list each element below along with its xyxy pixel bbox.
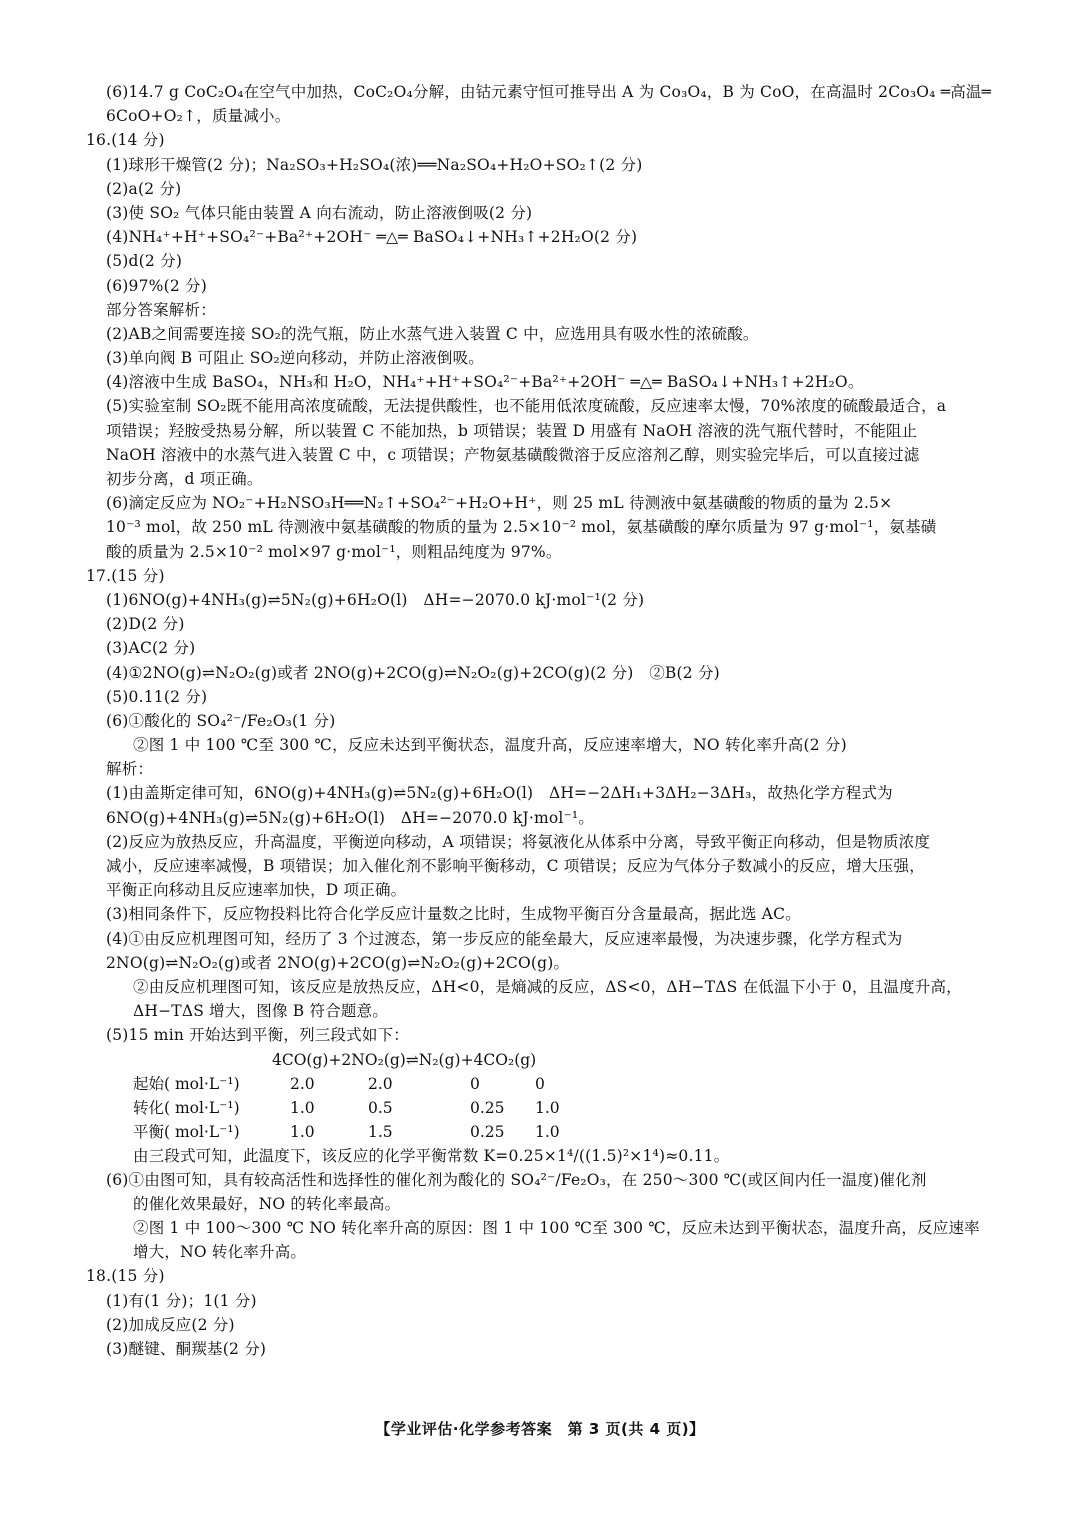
table-row: [0, 1096, 1080, 1120]
text-line: (6)滴定反应为 NO₂⁻+H₂NSO₃H══N₂↑+SO₄²⁻+H₂O+H⁺，则 25 mL 待测液中氨基磺酸的物质的量为 2.5×: [106, 494, 893, 513]
text-line: (1)有(1 分)；1(1 分): [106, 1291, 257, 1310]
text-line: 2NO(g)⇌N₂O₂(g)或者 2NO(g)+2CO(g)⇌N₂O₂(g)+2CO(g)。: [106, 953, 570, 972]
table-equation: 4CO(g)+2NO₂(g)⇌N₂(g)+4CO₂(g): [272, 1050, 537, 1069]
text-line: (2)D(2 分): [106, 615, 185, 634]
text-line: (4)溶液中生成 BaSO₄，NH₃和 H₂O，NH₄⁺+H⁺+SO₄²⁻+Ba²⁺+2OH⁻ ═△═ BaSO₄↓+NH₃↑+2H₂O。: [106, 373, 864, 392]
text-line: (3)使 SO₂ 气体只能由装置 A 向右流动，防止溶液倒吸(2 分): [106, 203, 533, 222]
table-cell: 0.25: [470, 1098, 505, 1117]
table-row: [0, 1072, 1080, 1096]
answer-lines-top: [0, 80, 1080, 1048]
table-cell: 1.0: [290, 1122, 315, 1141]
answer-content: [0, 80, 1080, 1361]
three-step-table: [0, 1048, 1080, 1144]
table-row: [0, 1120, 1080, 1144]
table-row-label: 起始( mol·L⁻¹): [133, 1074, 240, 1093]
text-line: (2)AB之间需要连接 SO₂的洗气瓶，防止水蒸气进入装置 C 中，应选用具有吸水性的浓硫酸。: [106, 324, 759, 343]
text-line: 部分答案解析：: [106, 300, 216, 319]
text-line: (5)实验室制 SO₂既不能用高浓度硫酸，无法提供酸性，也不能用低浓度硫酸，反应速率太慢，70%浓度的硫酸最适合，a: [106, 397, 947, 416]
text-line: 的催化效果最好，NO 的转化率最高。: [133, 1194, 401, 1213]
text-line: (5)15 min 开始达到平衡，列三段式如下：: [106, 1026, 409, 1045]
text-line: (6)97%(2 分): [106, 276, 207, 295]
text-line: ②图 1 中 100～300 ℃ NO 转化率升高的原因：图 1 中 100 ℃至 300 ℃，反应未达到平衡状态，温度升高，反应速率: [133, 1219, 980, 1238]
table-row-label: 平衡( mol·L⁻¹): [133, 1122, 240, 1141]
text-line: (2)反应为放热反应，升高温度，平衡逆向移动，A 项错误；将氨液化从体系中分离，导致平衡正向移动，但是物质浓度: [106, 832, 931, 851]
text-line: (3)相同条件下，反应物投料比符合化学反应计量数之比时，生成物平衡百分含量最高，据此选 AC。: [106, 905, 801, 924]
text-line: 6CoO+O₂↑，质量减小。: [106, 107, 291, 126]
text-line: 增大，NO 转化率升高。: [133, 1243, 307, 1262]
page-footer: 【学业评估·化学参考答案 第 3 页(共 4 页)】: [375, 1420, 705, 1438]
table-cell: 1.0: [290, 1098, 315, 1117]
text-line: (5)d(2 分): [106, 252, 183, 271]
text-line: 18.(15 分): [86, 1267, 165, 1286]
table-cell: 0: [470, 1074, 480, 1093]
text-line: (3)AC(2 分): [106, 639, 196, 658]
table-cell: 1.5: [368, 1122, 393, 1141]
text-line: (3)单向阀 B 可阻止 SO₂逆向移动，并防止溶液倒吸。: [106, 349, 484, 368]
text-line: 减小，反应速率减慢，B 项错误；加入催化剂不影响平衡移动，C 项错误；反应为气体分子数减小的反应，增大压强，: [106, 857, 925, 875]
text-line: (4)①2NO(g)⇌N₂O₂(g)或者 2NO(g)+2CO(g)⇌N₂O₂(g)+2CO(g)(2 分) ②B(2 分): [106, 663, 720, 682]
text-line: (4)①由反应机理图可知，经历了 3 个过渡态，第一步反应的能垒最大，反应速率最慢，为决速步骤，化学方程式为: [106, 929, 903, 948]
text-line: (3)醚键、酮羰基(2 分): [106, 1340, 267, 1358]
text-line: 10⁻³ mol，故 250 mL 待测液中氨基磺酸的物质的量为 2.5×10⁻² mol，氨基磺酸的摩尔质量为 97 g·mol⁻¹，氨基磺: [106, 518, 937, 537]
text-line: ΔH−TΔS 增大，图像 B 符合题意。: [133, 1002, 389, 1021]
text-line: (1)6NO(g)+4NH₃(g)⇌5N₂(g)+6H₂O(l) ΔH=−2070.0 kJ·mol⁻¹(2 分): [106, 590, 645, 609]
text-line: 初步分离，d 项正确。: [106, 470, 263, 488]
text-line: 酸的质量为 2.5×10⁻² mol×97 g·mol⁻¹，则粗品纯度为 97%。: [106, 542, 562, 561]
table-cell: 1.0: [535, 1122, 560, 1141]
table-cell: 1.0: [535, 1098, 560, 1117]
text-line: (6)①由图可知，具有较高活性和选择性的催化剂为酸化的 SO₄²⁻/Fe₂O₃，在 250～300 ℃(或区间内任一温度)催化剂: [106, 1170, 927, 1189]
text-line: 由三段式可知，此温度下，该反应的化学平衡常数 K=0.25×1⁴/((1.5)²×1⁴)≈0.11。: [133, 1146, 730, 1165]
text-line: (5)0.11(2 分): [106, 687, 208, 706]
text-line: ②图 1 中 100 ℃至 300 ℃，反应未达到平衡状态，温度升高，反应速率增大，NO 转化率升高(2 分): [133, 736, 847, 755]
text-line: 平衡正向移动且反应速率加快，D 项正确。: [106, 881, 407, 900]
table-cell: 2.0: [290, 1074, 315, 1093]
table-cell: 0: [535, 1074, 545, 1093]
table-cell: 2.0: [368, 1074, 393, 1093]
text-line: (2)a(2 分): [106, 179, 182, 198]
text-line: NaOH 溶液中的水蒸气进入装置 C 中，c 项错误；产物氨基磺酸微溶于反应溶剂乙醇，则实验完毕后，可以直接过滤: [106, 445, 920, 464]
text-line: (1)由盖斯定律可知，6NO(g)+4NH₃(g)⇌5N₂(g)+6H₂O(l) ΔH=−2ΔH₁+3ΔH₂−3ΔH₃，故热化学方程式为: [106, 784, 893, 803]
answer-lines-bottom: [0, 1144, 1080, 1362]
text-line: (2)加成反应(2 分): [106, 1315, 235, 1334]
text-line: 17.(15 分): [86, 566, 165, 585]
text-line: (1)球形干燥管(2 分)；Na₂SO₃+H₂SO₄(浓)══Na₂SO₄+H₂O+SO₂↑(2 分): [106, 155, 643, 174]
text-line: (4)NH₄⁺+H⁺+SO₄²⁻+Ba²⁺+2OH⁻ ═△═ BaSO₄↓+NH₃↑+2H₂O(2 分): [106, 228, 638, 247]
text-line: (6)①酸化的 SO₄²⁻/Fe₂O₃(1 分): [106, 711, 336, 730]
table-cell: 0.5: [368, 1098, 393, 1117]
text-line: 项错误；羟胺受热易分解，所以装置 C 不能加热，b 项错误；装置 D 用盛有 NaOH 溶液的洗气瓶代替时，不能阻止: [106, 421, 918, 440]
table-row-label: 转化( mol·L⁻¹): [133, 1098, 240, 1117]
text-line: 16.(14 分): [86, 131, 165, 150]
text-line: 6NO(g)+4NH₃(g)⇌5N₂(g)+6H₂O(l) ΔH=−2070.0 kJ·mol⁻¹。: [106, 808, 595, 827]
text-line: 解析：: [106, 760, 154, 779]
text-line: ②由反应机理图可知，该反应是放热反应，ΔH<0，是熵减的反应，ΔS<0，ΔH−TΔS 在低温下小于 0，且温度升高，: [133, 977, 962, 996]
table-cell: 0.25: [470, 1122, 505, 1141]
text-line: (6)14.7 g CoC₂O₄在空气中加热，CoC₂O₄分解，由钴元素守恒可推导出 A 为 Co₃O₄，B 为 CoO，在高温时 2Co₃O₄ ═高温═: [106, 83, 992, 101]
